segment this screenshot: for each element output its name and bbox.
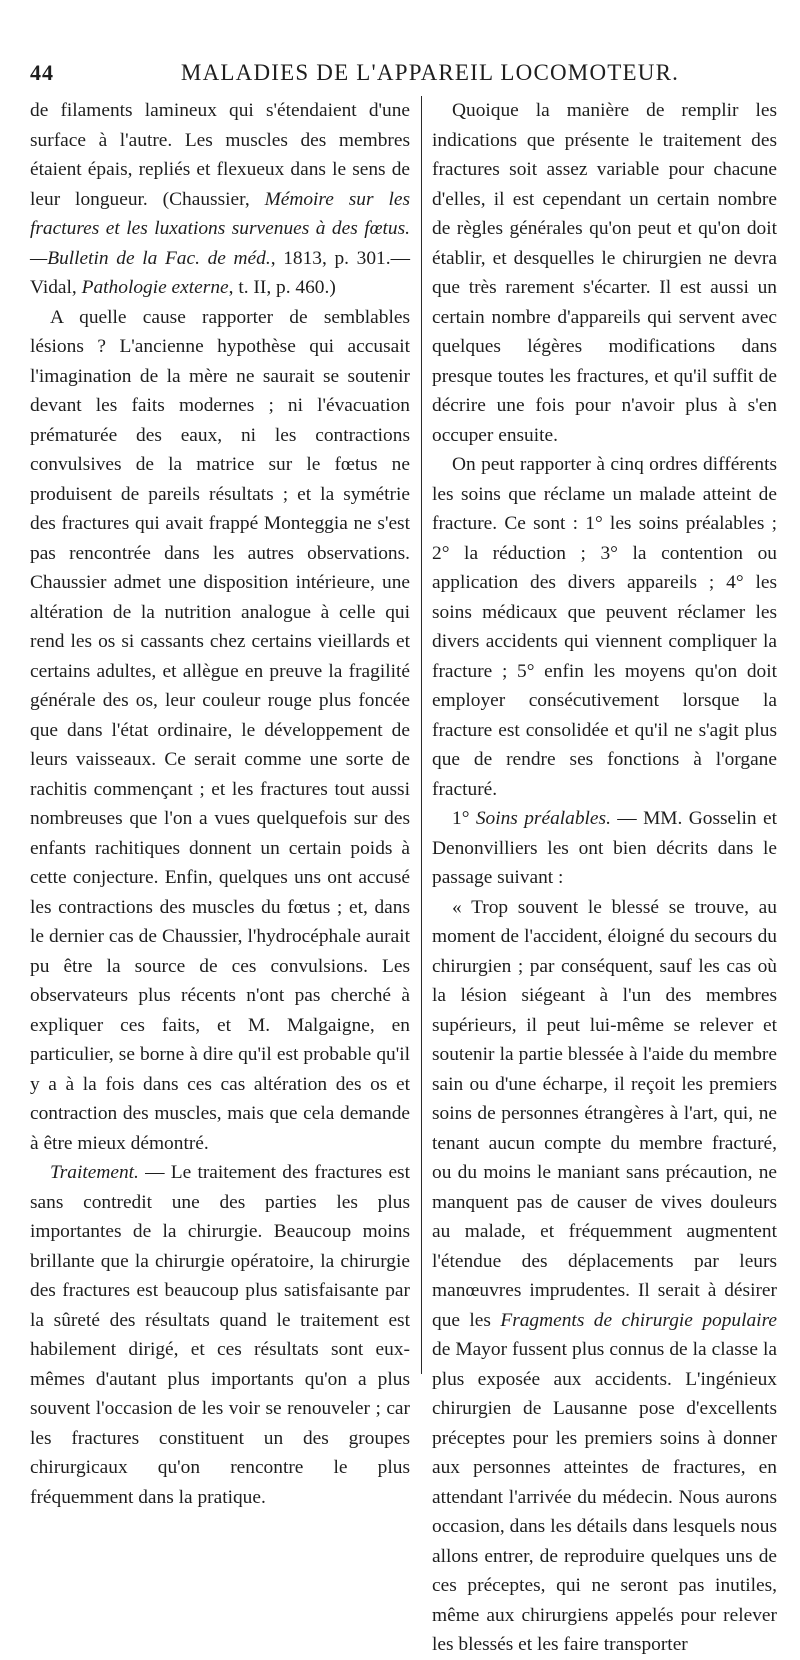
- running-title: MALADIES DE L'APPAREIL LOCOMOTEUR.: [180, 60, 680, 85]
- paragraph-traitement: Traitement. — Le traitement des fractures est sans contredit une des parties les plus importantes de la chirurgie. Beaucoup moins brillante que la chirurgie opératoire, la chirurgie des fractures est beaucoup plus satisfaisante par la sûreté des résultats quand le traitement est habilement dirigé, et ces résultats sont eux-mêmes d'autant plus importants qu'on a plus souvent l'occasion de les voir se renouveler ; car les fractures constituent un des groupes chirurgicaux qu'on rencontre le plus fréquemment dans la pratique.: [30, 1162, 410, 1508]
- section-heading: Soins préalables.: [475, 808, 611, 829]
- right-column: [432, 96, 777, 1660]
- column-divider: [421, 96, 422, 1374]
- section-heading: Traitement.: [50, 1162, 139, 1183]
- paragraph: On peut rapporter à cinq ordres différents les soins que réclame un malade atteint de fracture. Ce sont : 1° les soins préalables ; 2° la réduction ; 3° la contention ou application des divers appareils ; 4° les soins médicaux que peuvent réclamer les divers accidents qui viennent compliquer la fracture ; 5° enfin les moyens qu'on doit employer consécutivement lorsque la fracture est consolidée et qu'il ne s'agit plus que de rendre ses fonctions à l'organe fracturé.: [432, 454, 777, 800]
- paragraph: Quoique la manière de remplir les indications que présente le traitement des fractures soit assez variable pour chacune d'elles, il est cependant un certain nombre de règles générales qu'on peut et qu'on doit établir, et desquelles le chirurgien ne devra que très rarement s'écarter. Il est aussi un certain nombre d'appareils qui servent avec quelques légères modifications dans presque toutes les fractures, et qu'il suffit de décrire une fois pour n'avoir plus à s'en occuper ensuite.: [432, 100, 777, 446]
- page-number: 44: [30, 60, 54, 85]
- paragraph: A quelle cause rapporter de semblables lésions ? L'ancienne hypothèse qui accusait l'imagination de la mère ne saurait se soutenir devant les faits modernes ; ni l'évacuation prématurée des eaux, ni les contractions convulsives de la matrice sur le fœtus ne produisent de pareils résultats ; et la symétrie des fractures qui avait frappé Monteggia ne s'est pas rencontrée dans les autres observations. Chaussier admet une disposition intérieure, une altération de la nutrition analogue à celle qui rend les os si cassants chez certains vieillards et certains adultes, et allègue en preuve la fragilité générale des os, leur couleur rouge plus foncée que dans l'état ordinaire, le développement de leurs vaisseaux. Ce serait comme une sorte de rachitis commençant ; et les fractures tout aussi nombreuses que l'on a vues quelquefois sur des enfants rachitiques donnent un certain poids à cette conjecture. Enfin, quelques uns ont accusé les contractions des muscles du fœtus ; et, dans le dernier cas de Chaussier, l'hydrocéphale aurait pu être la source de ces convulsions. Les observateurs plus récents n'ont pas cherché à expliquer ces faits, et M. Malgaigne, en particulier, se borne à dire qu'il est probable qu'il y a à la fois dans ces cas altération des os et contraction des muscles, mais que cela demande à être mieux démontré.: [30, 306, 410, 1154]
- left-column: [30, 96, 410, 1512]
- page-header: [30, 60, 770, 96]
- quoted-paragraph: « Trop souvent le blessé se trouve, au moment de l'accident, éloigné du secours du chirurgien ; par conséquent, sauf les cas où la lésion siégeant à l'un des membres supérieurs, il peut lui-même se relever et soutenir la partie blessée à l'aide du membre sain ou d'une écharpe, il reçoit les premiers soins de personnes étrangères à l'art, qui, ne tenant aucun compte du membre fracturé, ou du moins le maniant sans précaution, ne manquent pas de causer de vives douleurs au malade, et fréquemment augmentent l'étendue des déplacements par leurs manœuvres imprudentes. Il serait à désirer que les Fragments de chirurgie populaire de Mayor fussent plus connus de la classe la plus exposée aux accidents. L'ingénieux chirurgien de Lausanne pose d'excellents préceptes pour les premiers soins à donner aux personnes atteintes de fractures, en attendant l'arrivée du médecin. Nous aurons occasion, dans les détails dans lesquels nous allons entrer, de reproduire quelques uns de ces préceptes, qui ne seront pas inutiles, même aux chirurgiens appelés pour relever les blessés et les faire transporter: [432, 896, 777, 1655]
- paragraph-soins-prealables: 1° Soins préalables. — MM. Gosselin et Denonvilliers les ont bien décrits dans le passage suivant :: [432, 808, 777, 888]
- paragraph: de filaments lamineux qui s'étendaient d'une surface à l'autre. Les muscles des membres étaient épais, repliés et flexueux dans le sens de leur longueur. (Chaussier, Mémoire sur les fractures et les luxations survenues à des fœtus.—Bulletin de la Fac. de méd., 1813, p. 301.—Vidal, Pathologie externe, t. II, p. 460.): [30, 100, 410, 298]
